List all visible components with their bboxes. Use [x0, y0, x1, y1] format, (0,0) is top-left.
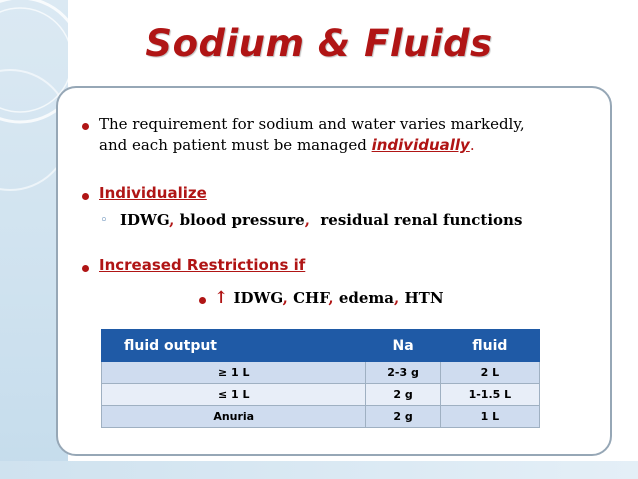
- table-cell: 1 L: [440, 406, 539, 428]
- table-cell: 2 g: [366, 406, 440, 428]
- background-bottom-band: [0, 461, 638, 479]
- table-cell: 1-1.5 L: [440, 384, 539, 406]
- individualize-label: Individualize: [99, 184, 207, 202]
- up-arrow-icon: ↑: [214, 288, 229, 308]
- table-row: [102, 406, 540, 428]
- sub-bullet-marker: ◦: [100, 213, 108, 228]
- item-idwg-2: IDWG: [233, 289, 283, 307]
- header-fluid: fluid: [440, 330, 539, 362]
- bullet-3-subitem: ↑ IDWG, CHF, edema, HTN: [214, 288, 444, 308]
- table-row: [102, 362, 540, 384]
- bullet-3-heading: [99, 256, 305, 274]
- bullet-dot: [82, 265, 89, 272]
- bullet-1-period: .: [469, 136, 475, 154]
- increased-restrictions-label: Increased Restrictions if: [99, 256, 306, 274]
- table-cell: Anuria: [102, 406, 366, 428]
- bullet-2-heading: [99, 184, 207, 202]
- bullet-1-line-1: The requirement for sodium and water varies markedly,: [99, 115, 525, 133]
- bullet-dot: [82, 193, 89, 200]
- bullet-dot: [82, 123, 89, 130]
- item-chf: CHF: [293, 289, 329, 307]
- slide-title: Sodium & Fluids: [145, 22, 493, 65]
- bullet-2-subitem: IDWG, blood pressure, residual renal functions: [120, 211, 523, 229]
- item-residual-renal: residual renal functions: [320, 211, 523, 229]
- table-cell: ≤ 1 L: [102, 384, 366, 406]
- header-fluid-output: fluid output: [102, 330, 366, 362]
- table-cell: 2 L: [440, 362, 539, 384]
- item-blood-pressure: blood pressure: [179, 211, 305, 229]
- bullet-1-text: and each patient must be managed: [99, 136, 367, 154]
- table-cell: ≥ 1 L: [102, 362, 366, 384]
- restrictions-table: [101, 329, 540, 428]
- table-row: [102, 384, 540, 406]
- item-htn: HTN: [404, 289, 444, 307]
- header-na: Na: [366, 330, 440, 362]
- bullet-dot: [199, 297, 206, 304]
- table-header-row: [102, 330, 540, 362]
- item-edema: edema: [338, 289, 395, 307]
- bullet-1-line-2: [99, 136, 475, 154]
- item-idwg: IDWG: [120, 211, 170, 229]
- table-cell: 2 g: [366, 384, 440, 406]
- table-cell: 2-3 g: [366, 362, 440, 384]
- bullet-1-emphasis: individually: [371, 136, 470, 154]
